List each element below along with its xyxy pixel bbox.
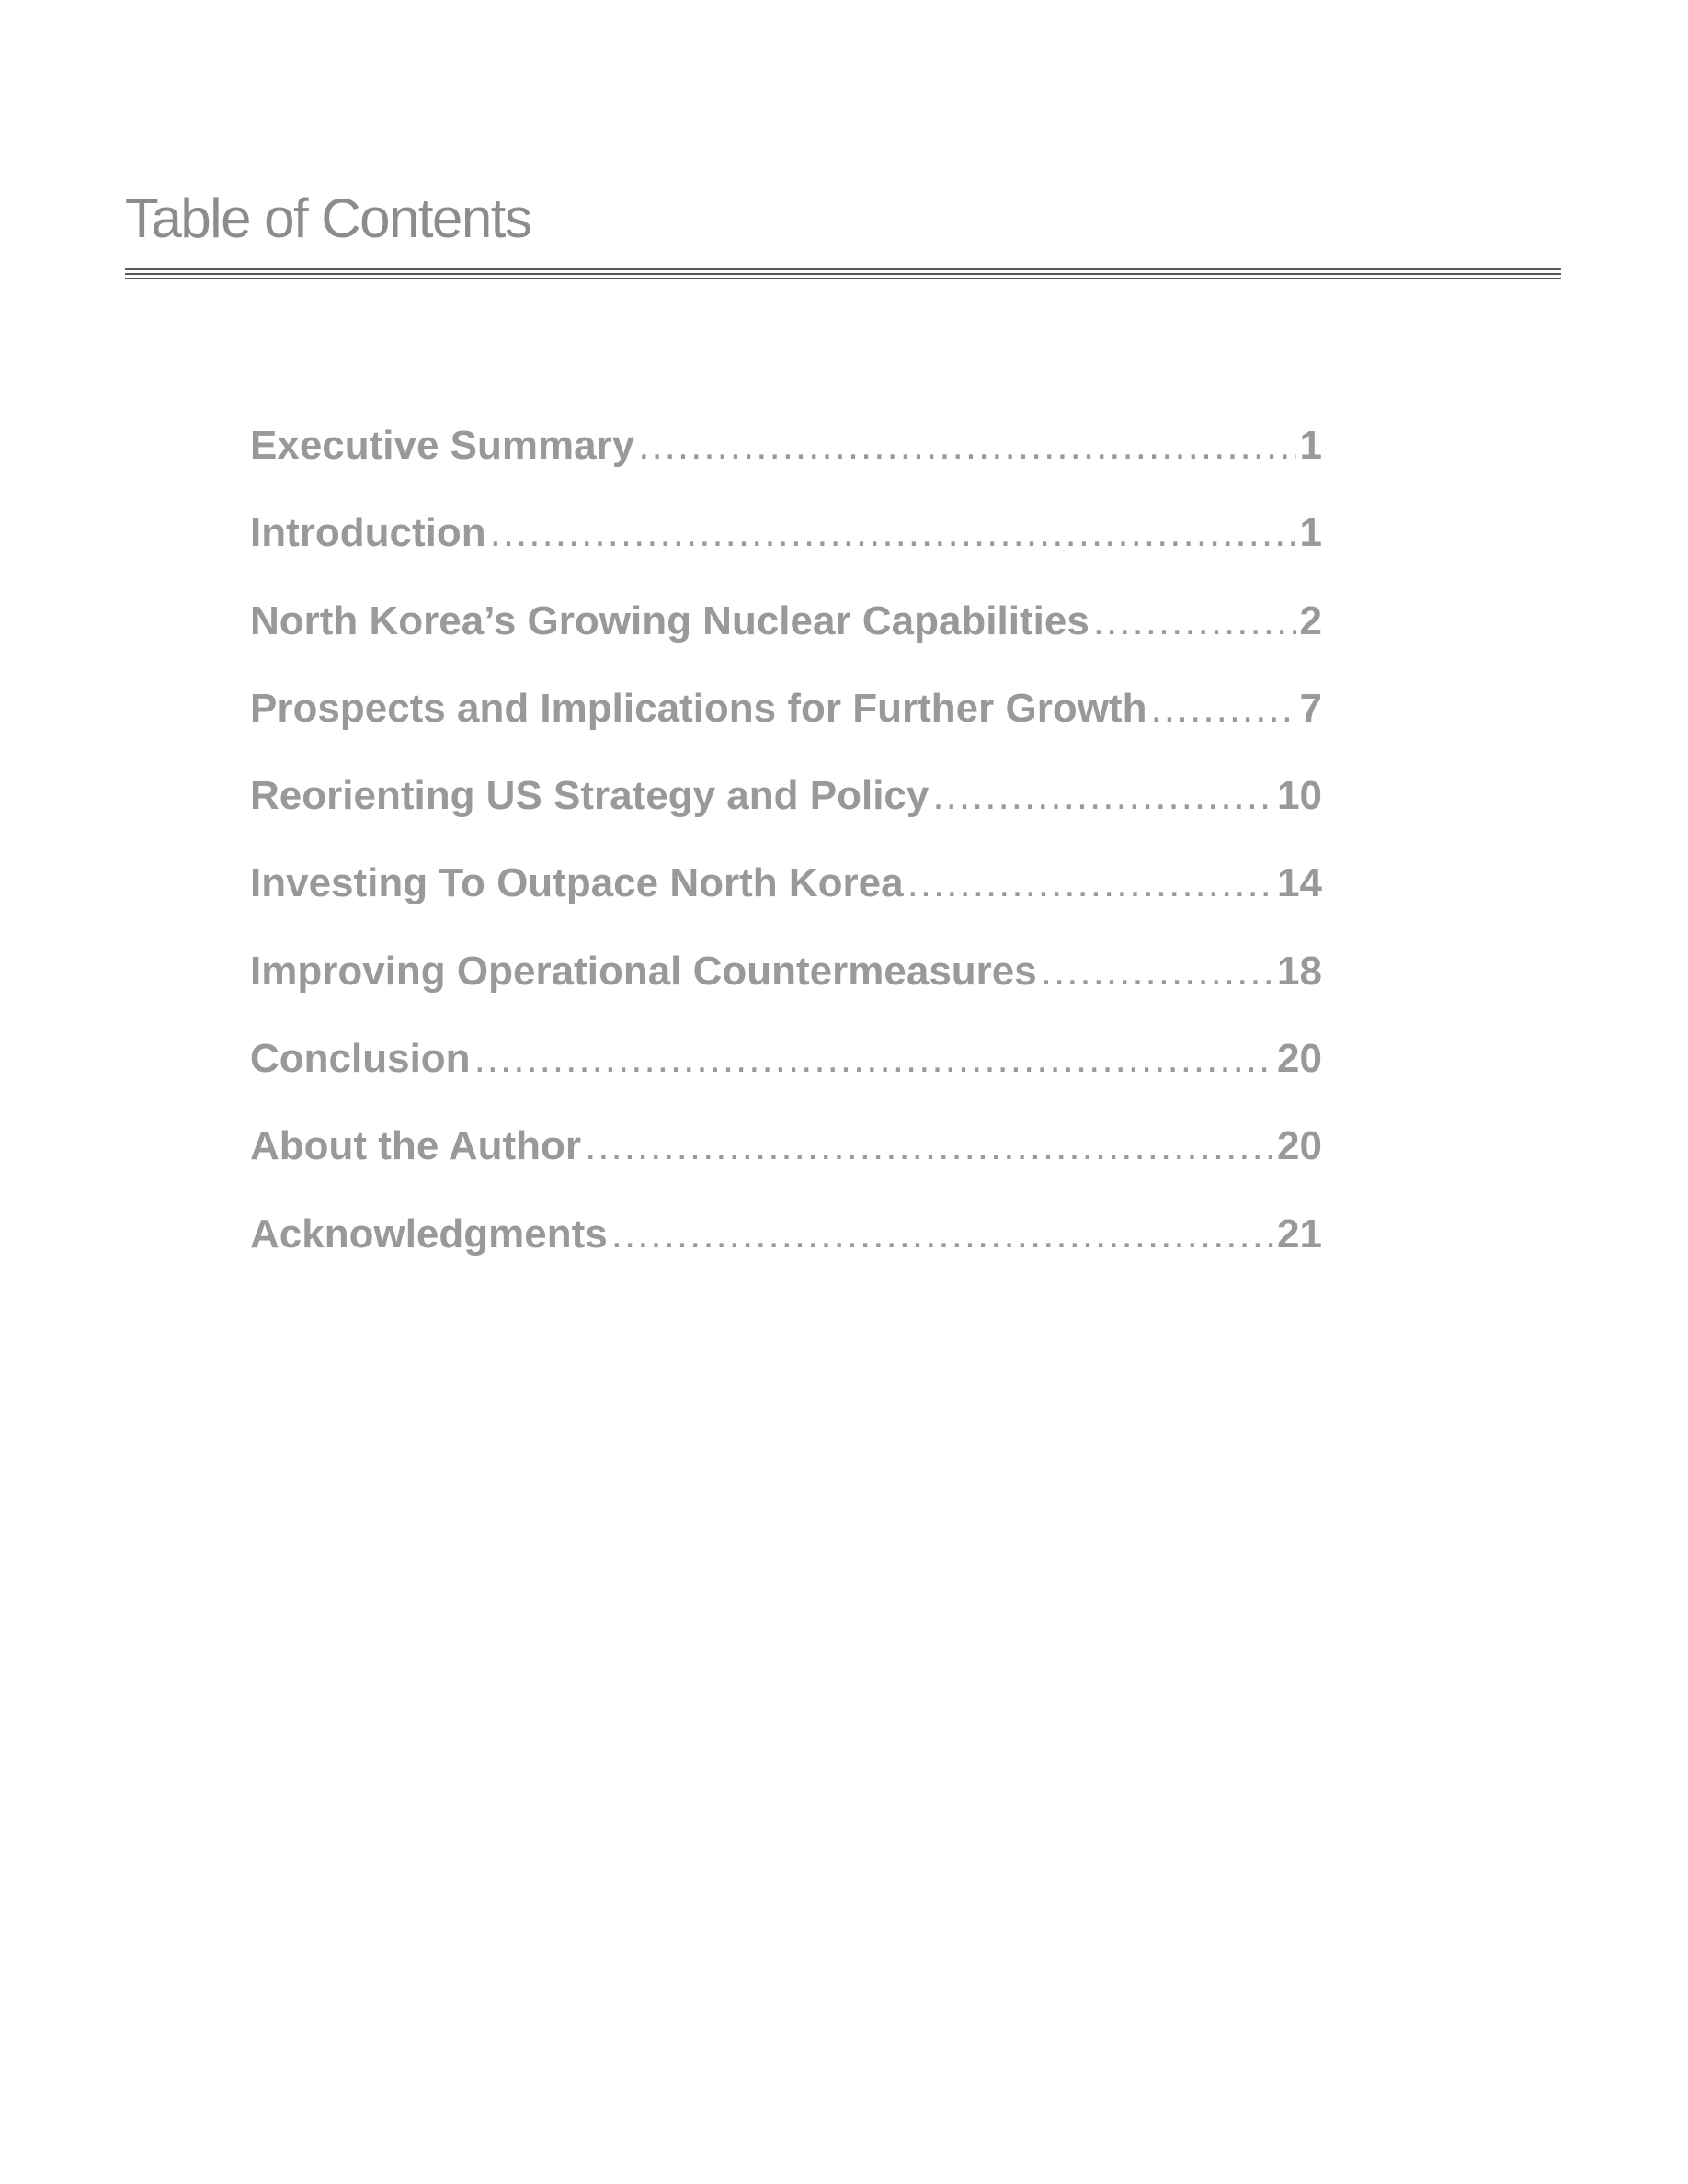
toc-entry-page: 2: [1299, 597, 1322, 643]
toc-entry-reorienting-strategy[interactable]: [250, 773, 1322, 860]
toc-entry-nuclear-capabilities[interactable]: [250, 598, 1322, 686]
dot-leader: [1150, 686, 1295, 732]
toc-entry-page: 20: [1277, 1123, 1322, 1169]
toc-entry-about-the-author[interactable]: [250, 1123, 1322, 1211]
dot-leader: [1041, 949, 1273, 995]
toc-entry-label: Executive Summary: [250, 423, 635, 468]
toc-entry-label: Conclusion: [250, 1036, 471, 1082]
dot-leader: [1093, 598, 1296, 644]
toc-entry-investing[interactable]: [250, 860, 1322, 948]
toc-entry-introduction[interactable]: [250, 510, 1322, 597]
table-of-contents: [250, 423, 1322, 1299]
toc-entry-conclusion[interactable]: [250, 1036, 1322, 1123]
dot-leader: [932, 773, 1273, 819]
toc-entry-page: 1: [1299, 423, 1322, 468]
toc-entry-label: Acknowledgments: [250, 1211, 608, 1257]
dot-leader: [490, 510, 1296, 556]
toc-entry-executive-summary[interactable]: [250, 423, 1322, 510]
dot-leader: [611, 1211, 1273, 1257]
toc-entry-label: About the Author: [250, 1123, 582, 1169]
toc-entry-label: Introduction: [250, 510, 486, 556]
toc-entry-page: 14: [1277, 860, 1322, 906]
divider-line: [125, 268, 1561, 270]
toc-entry-label: Reorienting US Strategy and Policy: [250, 773, 930, 819]
dot-leader: [474, 1036, 1273, 1082]
dot-leader: [585, 1123, 1273, 1169]
toc-entry-countermeasures[interactable]: [250, 949, 1322, 1036]
dot-leader: [638, 423, 1295, 469]
toc-entry-label: North Korea’s Growing Nuclear Capabilities: [250, 597, 1089, 643]
toc-entry-prospects[interactable]: [250, 686, 1322, 773]
dot-leader: [907, 860, 1273, 906]
toc-entry-page: 18: [1277, 948, 1322, 994]
toc-entry-label: Improving Operational Countermeasures: [250, 948, 1037, 994]
divider-line: [125, 278, 1561, 279]
toc-entry-label: Prospects and Implications for Further Growth: [250, 685, 1147, 731]
toc-entry-label: Investing To Outpace North Korea: [250, 860, 904, 906]
toc-entry-page: 1: [1299, 510, 1322, 556]
divider-line: [125, 273, 1561, 275]
toc-entry-page: 7: [1299, 685, 1322, 731]
toc-entry-page: 21: [1277, 1211, 1322, 1257]
toc-entry-page: 20: [1277, 1036, 1322, 1082]
toc-entry-page: 10: [1277, 773, 1322, 819]
page-title: Table of Contents: [125, 188, 531, 249]
toc-entry-acknowledgments[interactable]: [250, 1211, 1322, 1299]
title-divider: [125, 268, 1561, 279]
